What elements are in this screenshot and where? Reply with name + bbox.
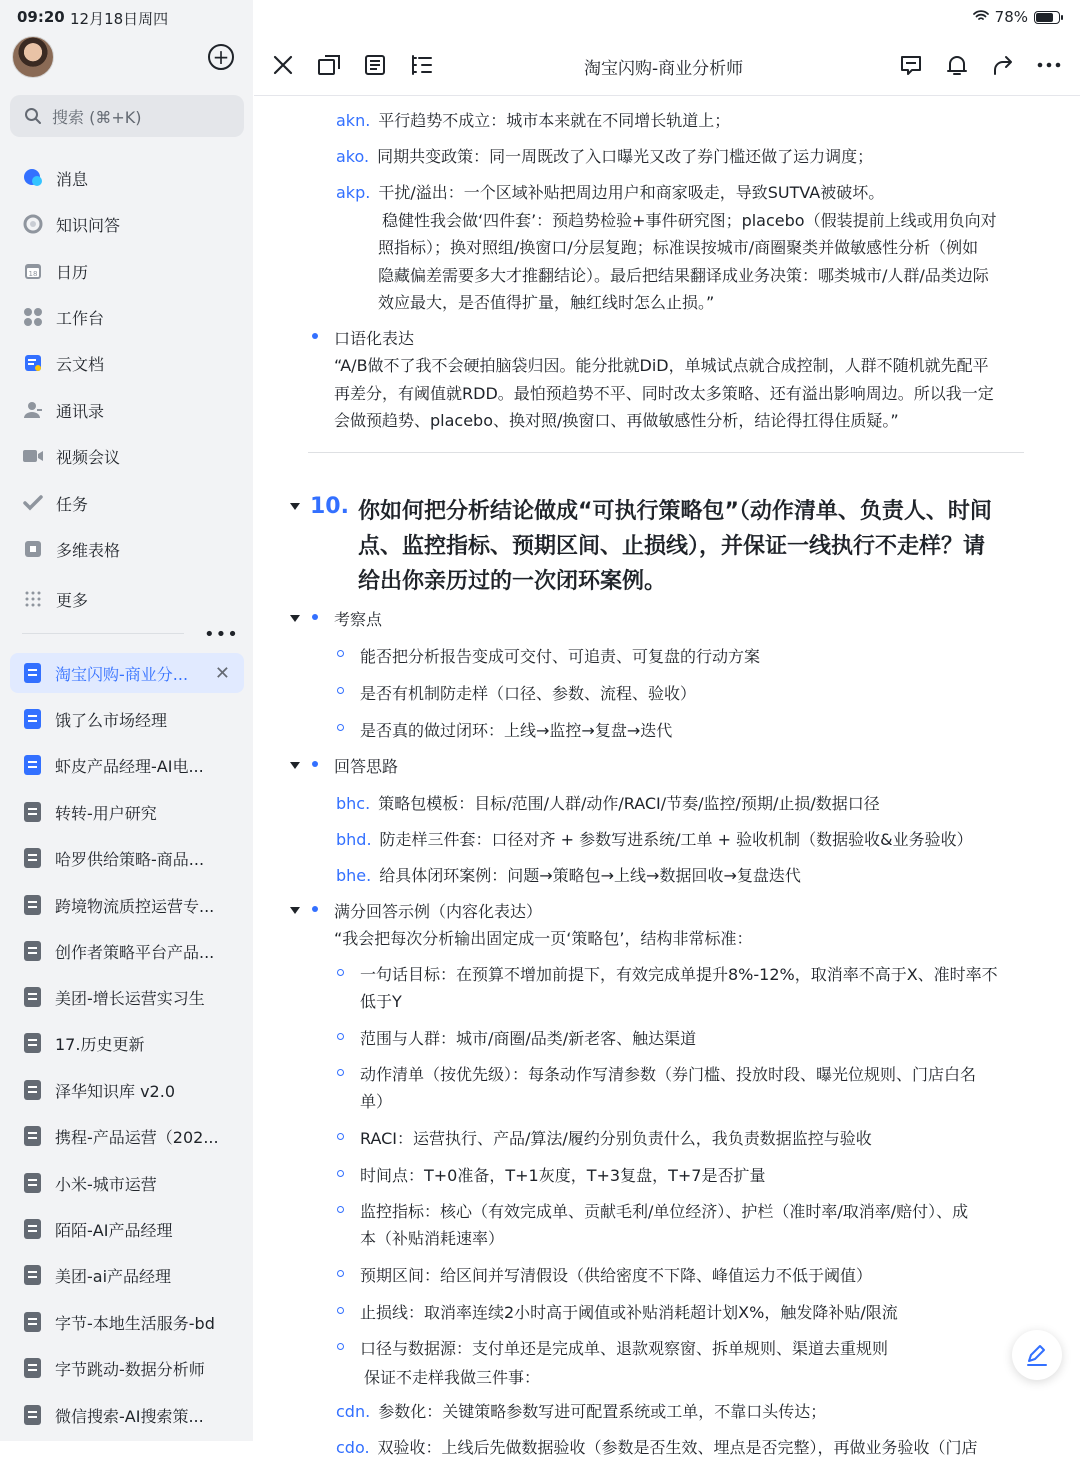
close-tab-icon[interactable]: ✕ <box>214 662 230 684</box>
bullet-ring <box>337 1033 344 1040</box>
paragraph-line: “A/B做不了我不会硬拍脑袋归因。能分批就DiD，单城试点就合成控制，人群不随机就先配平 <box>334 356 989 375</box>
list-marker: cdo. <box>336 1438 370 1457</box>
battery-percent: 78% <box>994 8 1028 26</box>
sidebar <box>0 0 253 1441</box>
bullet-ring <box>337 650 344 657</box>
document-icon <box>24 941 41 961</box>
edit-pencil-icon <box>1025 1343 1049 1367</box>
question-number: 10. <box>310 494 349 519</box>
question-heading-line: 给出你亲历过的一次闭环案例。 <box>358 569 667 594</box>
document-icon <box>24 709 41 729</box>
list-text: RACI：运营执行、产品/算法/履约分别负责什么，我负责数据监控与验收 <box>360 1129 872 1148</box>
list-text: 同期共变政策：同一周既改了入口曝光又改了券门槛还做了运力调度； <box>377 147 874 166</box>
status-indicators <box>973 8 1060 26</box>
doc-item-label: 字节-本地生活服务-bd <box>55 1313 215 1333</box>
nav-label: 任务 <box>56 494 89 514</box>
doc-item[interactable] <box>10 1023 244 1063</box>
nav-item-contacts[interactable] <box>22 395 104 425</box>
new-window-icon[interactable] <box>316 52 342 78</box>
doc-item-label: 微信搜索-AI搜索策... <box>55 1406 204 1426</box>
nav-item-more[interactable] <box>22 584 88 614</box>
document-icon <box>24 987 41 1007</box>
doc-item[interactable] <box>10 1255 244 1295</box>
paragraph-line: 会做预趋势、placebo、换对照/换窗口、再做敏感性分析，结论得扛得住质疑。” <box>334 411 899 430</box>
list-text: 能否把分析报告变成可交付、可追责、可复盘的行动方案 <box>360 647 761 666</box>
list-text: 口径与数据源：支付单还是完成单、退款观察窗、拆单规则、渠道去重规则 <box>360 1339 889 1358</box>
document-icon <box>24 1173 41 1193</box>
nav-item-calendar[interactable] <box>22 256 88 286</box>
doc-item[interactable] <box>10 1302 244 1342</box>
doc-item-label: 饿了么市场经理 <box>55 710 168 730</box>
nav-item-knowledge-qa[interactable] <box>22 209 120 239</box>
document-icon <box>24 1126 41 1146</box>
list-text: 单） <box>360 1092 393 1111</box>
collapse-toggle-icon[interactable] <box>290 615 300 622</box>
status-date: 12月18日周四 <box>70 10 169 28</box>
bullet-dot <box>312 333 318 339</box>
list-text: 防走样三件套：口径对齐 + 参数写进系统/工单 + 验收机制（数据验收&业务验收） <box>379 830 973 849</box>
document-icon <box>24 1219 41 1239</box>
doc-item-label: 跨境物流质控运营专... <box>55 896 215 916</box>
doc-item[interactable] <box>10 1395 244 1435</box>
bullet-ring <box>337 1307 344 1314</box>
document-icon <box>24 1033 41 1053</box>
notification-bell-icon[interactable] <box>944 52 970 78</box>
bullet-ring <box>337 1170 344 1177</box>
close-icon[interactable] <box>270 52 296 78</box>
nav-label: 通讯录 <box>56 401 105 421</box>
status-bar <box>0 0 1080 34</box>
bullet-ring <box>337 1206 344 1213</box>
doc-item-label: 17.历史更新 <box>55 1034 145 1054</box>
nav-label: 消息 <box>56 169 89 189</box>
list-marker: akp. <box>336 183 371 202</box>
list-text: 低于Y <box>360 992 402 1011</box>
doc-item[interactable] <box>10 1209 244 1249</box>
paragraph-line: 隐藏偏差需要多大才推翻结论）。最后把结果翻译成业务决策：哪类城市/人群/品类边际 <box>378 266 989 285</box>
bullet-dot <box>312 906 318 912</box>
nav-label: 云文档 <box>56 354 105 374</box>
bullet-ring <box>337 1069 344 1076</box>
paragraph-line: 保证不走样我做三件事： <box>364 1368 541 1387</box>
list-item-ako <box>336 144 873 167</box>
document-list-icon[interactable] <box>362 52 388 78</box>
document-icon <box>24 1312 41 1332</box>
list-text: 是否真的做过闭环：上线→监控→复盘→迭代 <box>360 721 673 740</box>
cloud-doc-icon <box>22 352 44 374</box>
list-text: 动作清单（按优先级）：每条动作写清参数（券门槛、投放时段、曝光位规则、门店白名 <box>360 1065 977 1084</box>
doc-item-label: 陌陌-AI产品经理 <box>55 1220 173 1240</box>
list-marker: bhd. <box>336 830 372 849</box>
document-icon <box>24 848 41 868</box>
doc-item-label: 美团-增长运营实习生 <box>55 988 205 1008</box>
paragraph-line: “我会把每次分析输出固定成一页‘策略包’，结构非常标准： <box>334 929 753 948</box>
section-oral-title: 口语化表达 <box>334 329 415 348</box>
nav-label: 工作台 <box>56 308 105 328</box>
knowledge-qa-icon <box>22 213 44 235</box>
search-placeholder: 搜索 (⌘+K) <box>52 107 142 127</box>
task-icon <box>22 492 44 514</box>
document-icon <box>24 755 41 775</box>
list-text: 双验收：上线后先做数据验收（参数是否生效、埋点是否完整），再做业务验收（门店 <box>377 1438 978 1457</box>
doc-item[interactable] <box>10 1070 244 1110</box>
doc-item-label: 美团-ai产品经理 <box>55 1266 172 1286</box>
document-icon <box>24 1080 41 1100</box>
plus-icon: + <box>212 45 230 69</box>
list-item-bhe <box>336 863 801 886</box>
document-icon <box>24 895 41 915</box>
document-icon <box>24 1405 41 1425</box>
question-heading-line: 你如何把分析结论做成“可执行策略包”（动作清单、负责人、时间 <box>358 499 992 524</box>
list-text: 本（补贴消耗速率） <box>360 1229 505 1248</box>
doc-item[interactable] <box>10 1163 244 1203</box>
message-icon <box>22 167 44 189</box>
list-text: 预期区间：给区间并写清假设（供给密度不下降、峰值运力不低于阈值） <box>360 1266 873 1285</box>
list-text: 给具体闭环案例：问题→策略包→上线→数据回收→复盘迭代 <box>379 866 801 885</box>
list-item-bhc <box>336 791 880 814</box>
paragraph-line: 再差分，有阈值就RDD。最怕预趋势不平、同时改太多策略、还有溢出影响周边。所以我一定 <box>334 384 994 403</box>
doc-item[interactable] <box>10 931 244 971</box>
divider <box>308 452 1024 453</box>
list-item-cdn <box>336 1399 826 1422</box>
doc-item-label: 淘宝闪购-商业分... <box>55 664 189 684</box>
bullet-ring <box>337 724 344 731</box>
doc-toolbar <box>254 34 1080 96</box>
list-marker: ako. <box>336 147 370 166</box>
list-text: 范围与人群：城市/商圈/品类/新老客、触达渠道 <box>360 1029 697 1048</box>
doc-item-active[interactable] <box>10 653 244 693</box>
nav-item-video-meeting[interactable] <box>22 441 120 471</box>
bullet-ring <box>337 1270 344 1277</box>
doc-item[interactable] <box>10 699 244 739</box>
collapse-toggle-icon[interactable] <box>290 762 300 769</box>
doc-item[interactable] <box>10 1116 244 1156</box>
collapse-toggle-icon[interactable] <box>290 503 300 510</box>
bullet-ring <box>337 1343 344 1350</box>
video-meeting-icon <box>22 445 44 467</box>
doc-content <box>254 97 1080 1457</box>
doc-item-label: 字节跳动-数据分析师 <box>55 1359 205 1379</box>
doc-item-label: 创作者策略平台产品... <box>55 942 215 962</box>
contacts-icon <box>22 399 44 421</box>
document-icon <box>24 663 41 683</box>
paragraph-line: 稳健性我会做‘四件套’：预趋势检验+事件研究图；placebo（假装提前上线或用负向对 <box>382 211 997 230</box>
base-table-icon <box>22 538 44 560</box>
wifi-icon <box>973 8 989 26</box>
edit-floating-button[interactable] <box>1012 1330 1062 1380</box>
nav-label: 知识问答 <box>56 215 121 235</box>
list-text: 时间点：T+0准备，T+1灰度，T+3复盘，T+7是否扩量 <box>360 1166 766 1185</box>
doc-item[interactable] <box>10 838 244 878</box>
section-full-title: 满分回答示例（内容化表达） <box>334 902 543 921</box>
doc-item-label: 哈罗供给策略-商品... <box>55 849 205 869</box>
list-text: 策略包模板：目标/范围/人群/动作/RACI/节奏/监控/预期/止损/数据口径 <box>378 794 880 813</box>
svg-text:18: 18 <box>28 270 38 278</box>
list-text: 一句话目标：在预算不增加前提下，有效完成单提升8%-12%，取消率不高于X、准时率不 <box>360 965 998 984</box>
share-icon[interactable] <box>990 52 1016 78</box>
nav-label: 视频会议 <box>56 447 121 467</box>
paragraph-line: 效应最大，是否值得扩量，触红线时怎么止损。” <box>378 293 715 312</box>
comment-icon[interactable] <box>898 52 924 78</box>
calendar-icon <box>22 260 44 282</box>
battery-icon <box>1034 11 1060 24</box>
list-marker: bhe. <box>336 866 372 885</box>
nav-item-task[interactable] <box>22 488 88 518</box>
document-icon <box>24 802 41 822</box>
outline-icon[interactable] <box>408 52 434 78</box>
list-text: 监控指标：核心（有效完成单、贡献毛利/单位经济）、护栏（准时率/取消率/赔付）、成 <box>360 1202 969 1221</box>
list-text: 是否有机制防走样（口径、参数、流程、验收） <box>360 684 697 703</box>
doc-item[interactable] <box>10 977 244 1017</box>
more-options-icon[interactable]: ••• <box>204 624 239 645</box>
status-time: 09:20 <box>17 8 65 26</box>
search-input[interactable] <box>10 95 244 137</box>
more-menu-icon[interactable] <box>1036 52 1062 78</box>
workplace-icon <box>22 306 44 328</box>
list-item-akn <box>336 108 730 131</box>
collapse-toggle-icon[interactable] <box>290 907 300 914</box>
paragraph-line: 照指标）；换对照组/换窗口/分层复跑；标准误按城市/商圈聚类并做敏感性分析（例如 <box>378 238 979 257</box>
doc-item-label: 转转-用户研究 <box>55 803 157 823</box>
list-item-cdo <box>336 1435 978 1458</box>
bullet-ring <box>337 1133 344 1140</box>
doc-title: 淘宝闪购-商业分析师 <box>584 59 744 79</box>
bullet-dot <box>312 761 318 767</box>
doc-item[interactable] <box>10 792 244 832</box>
avatar[interactable] <box>12 36 54 78</box>
doc-item[interactable] <box>10 885 244 925</box>
document-icon <box>24 1265 41 1285</box>
bullet-ring <box>337 687 344 694</box>
new-plus-button[interactable] <box>208 44 234 70</box>
bullet-ring <box>337 969 344 976</box>
nav-label: 日历 <box>56 262 89 282</box>
list-marker: cdn. <box>336 1402 371 1421</box>
nav-label: 多维表格 <box>56 540 121 560</box>
nav-item-base-table[interactable] <box>22 534 120 564</box>
doc-item-label: 虾皮产品经理-AI电... <box>55 756 204 776</box>
list-text: 止损线：取消率连续2小时高于阈值或补贴消耗超计划X%，触发降补贴/限流 <box>360 1303 898 1322</box>
list-text: 干扰/溢出：一个区域补贴把周边用户和商家吸走，导致SUTVA被破坏。 <box>378 183 885 202</box>
question-heading-line: 点、监控指标、预期区间、止损线），并保证一线执行不走样？请 <box>358 534 986 559</box>
document-icon <box>24 1358 41 1378</box>
bullet-dot <box>312 614 318 620</box>
doc-item-label: 携程-产品运营（202... <box>55 1127 219 1147</box>
nav-label: 更多 <box>56 590 89 610</box>
doc-item[interactable] <box>10 1348 244 1388</box>
list-marker: akn. <box>336 111 371 130</box>
list-item-bhd <box>336 827 973 850</box>
nav-item-cloud-doc[interactable] <box>22 348 104 378</box>
search-icon <box>24 107 42 125</box>
doc-item-label: 泽华知识库 v2.0 <box>55 1081 176 1101</box>
sidebar-divider <box>22 633 184 634</box>
more-grid-icon <box>22 588 44 610</box>
list-text: 参数化：关键策略参数写进可配置系统或工单，不靠口头传达； <box>378 1402 827 1421</box>
nav-item-messages[interactable] <box>22 163 88 193</box>
list-text: 平行趋势不成立：城市本来就在不同增长轨道上； <box>378 111 731 130</box>
doc-item[interactable] <box>10 745 244 785</box>
nav-item-workplace[interactable] <box>22 302 104 332</box>
list-marker: bhc. <box>336 794 371 813</box>
list-item-akp <box>336 180 884 203</box>
doc-item-label: 小米-城市运营 <box>55 1174 157 1194</box>
section-idea-title: 回答思路 <box>334 757 399 776</box>
section-exam-title: 考察点 <box>334 610 383 629</box>
